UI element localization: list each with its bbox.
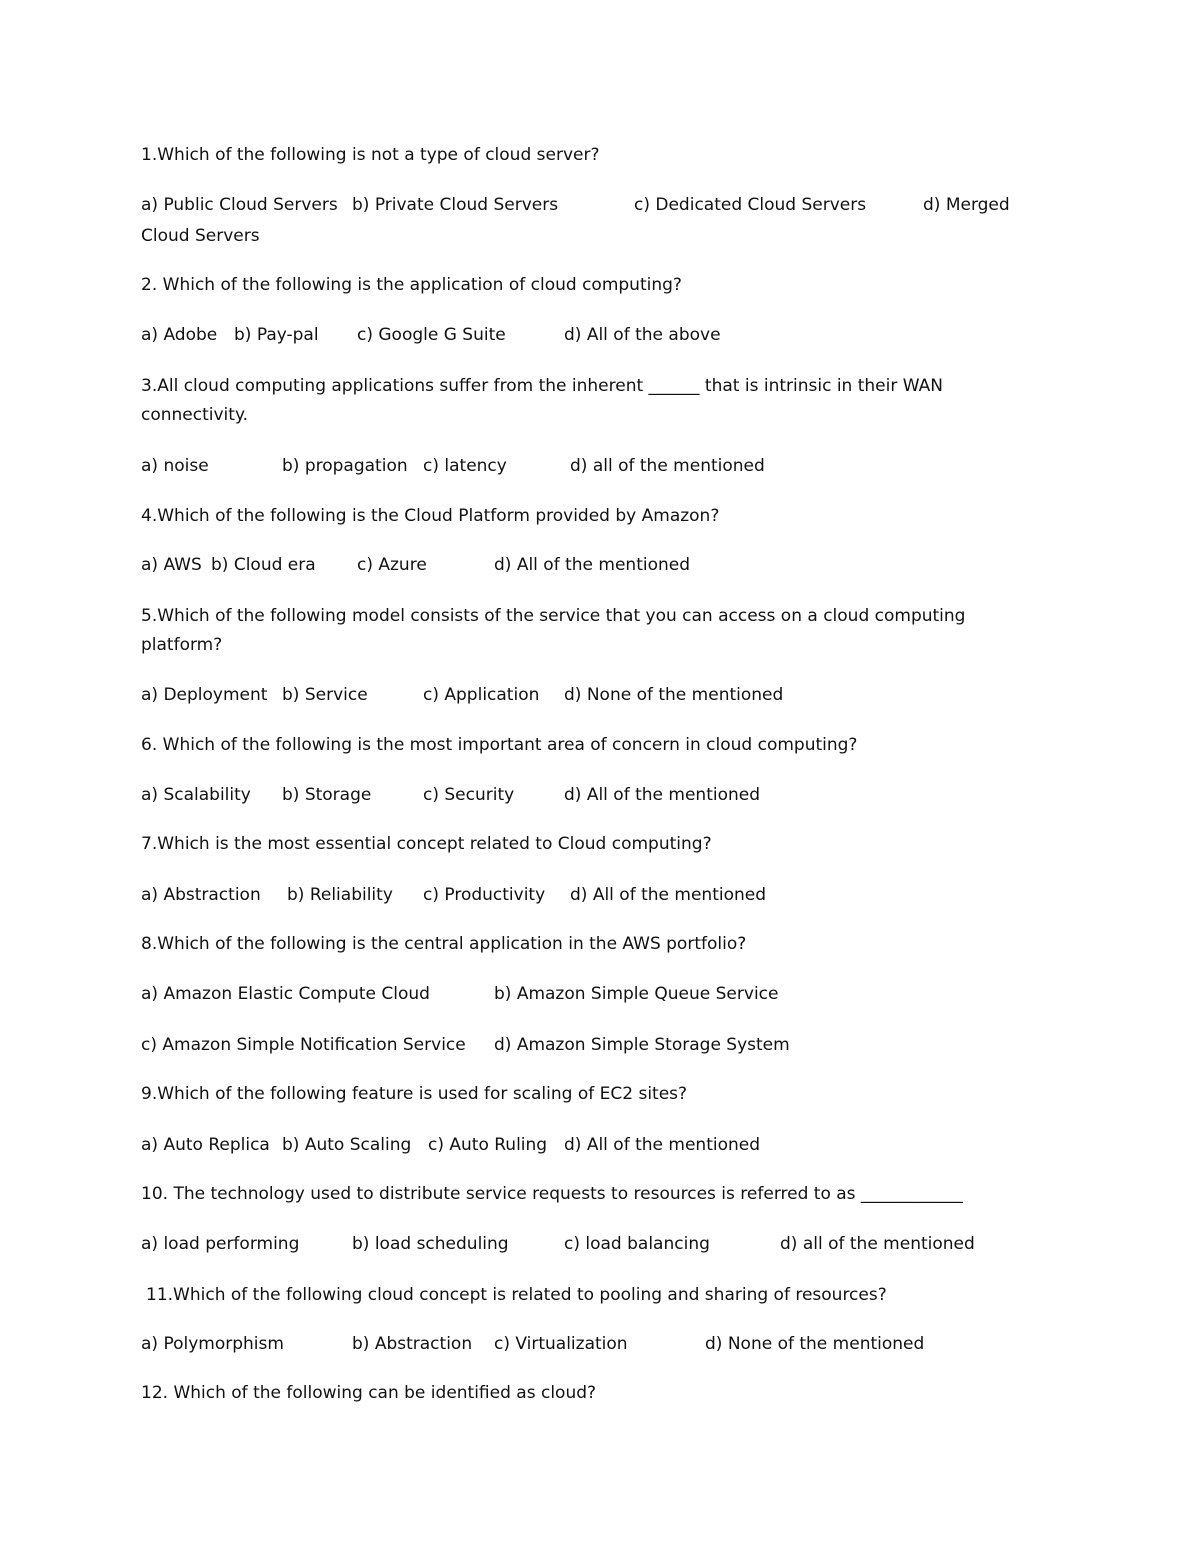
- option-a: a) Auto Replica: [141, 1135, 270, 1155]
- option-c: c) Amazon Simple Notification Service: [141, 1035, 466, 1055]
- option-a: a) Polymorphism: [141, 1334, 284, 1354]
- question-text: Which of the following model consists of the service that you can access on a cloud computing: [157, 606, 966, 626]
- question-text: Which of the following is the Cloud Platform provided by Amazon?: [157, 506, 720, 526]
- question-11: [146, 1285, 887, 1305]
- option-a: a) Public Cloud Servers: [141, 195, 338, 215]
- option-c: c) Azure: [357, 555, 427, 575]
- option-d: d) Amazon Simple Storage System: [494, 1035, 790, 1055]
- question-number: 7.: [141, 834, 158, 854]
- question-8: [141, 934, 746, 954]
- option-b: b) propagation: [282, 456, 408, 476]
- question-4: [141, 506, 719, 526]
- question-9: [141, 1084, 687, 1104]
- question-3: [141, 376, 943, 396]
- question-number: 3.: [141, 376, 158, 396]
- question-text: All cloud computing applications suffer from the inherent ______ that is intrinsic in their WAN: [157, 376, 943, 396]
- option-d: d) all of the mentioned: [570, 456, 765, 476]
- question-continuation: connectivity.: [141, 405, 248, 425]
- option-c: c) Dedicated Cloud Servers: [634, 195, 867, 215]
- question-text: Which of the following can be identified as cloud?: [168, 1383, 597, 1403]
- option-b: b) Pay-pal: [234, 325, 319, 345]
- question-12: [141, 1383, 596, 1403]
- question-6: [141, 735, 857, 755]
- option-a: a) load performing: [141, 1234, 300, 1254]
- question-number: 11.: [146, 1285, 174, 1305]
- question-5: [141, 606, 965, 626]
- option-c: c) load balancing: [564, 1234, 710, 1254]
- question-10: [141, 1184, 963, 1204]
- question-number: 12.: [141, 1383, 169, 1403]
- option-d: d) None of the mentioned: [564, 685, 784, 705]
- question-text: Which of the following feature is used for scaling of EC2 sites?: [157, 1084, 688, 1104]
- option-d: d) all of the mentioned: [780, 1234, 975, 1254]
- option-b: b) Reliability: [287, 885, 393, 905]
- question-number: 6.: [141, 735, 158, 755]
- option-b: b) load scheduling: [352, 1234, 509, 1254]
- option-c: c) Virtualization: [494, 1334, 628, 1354]
- option-continuation: Cloud Servers: [141, 226, 260, 246]
- option-d: d) All of the mentioned: [564, 1135, 761, 1155]
- question-number: 9.: [141, 1084, 158, 1104]
- option-b: b) Amazon Simple Queue Service: [494, 984, 779, 1004]
- question-text: Which of the following is the application of cloud computing?: [157, 275, 682, 295]
- option-a: a) Amazon Elastic Compute Cloud: [141, 984, 430, 1004]
- question-text: Which of the following is the most important area of concern in cloud computing?: [157, 735, 858, 755]
- option-a: a) Deployment: [141, 685, 268, 705]
- question-7: [141, 834, 712, 854]
- question-number: 4.: [141, 506, 158, 526]
- option-c: c) latency: [423, 456, 507, 476]
- option-d: d) All of the mentioned: [494, 555, 691, 575]
- option-c: c) Application: [423, 685, 540, 705]
- question-text: Which of the following is not a type of cloud server?: [157, 145, 600, 165]
- option-c: c) Security: [423, 785, 515, 805]
- question-number: 2.: [141, 275, 158, 295]
- option-d: d) Merged: [923, 195, 1010, 215]
- question-text: Which of the following is the central application in the AWS portfolio?: [157, 934, 747, 954]
- option-b: b) Auto Scaling: [282, 1135, 412, 1155]
- question-number: 1.: [141, 145, 158, 165]
- question-number: 5.: [141, 606, 158, 626]
- option-d: d) All of the above: [564, 325, 721, 345]
- question-number: 10.: [141, 1184, 169, 1204]
- question-2: [141, 275, 682, 295]
- option-c: c) Auto Ruling: [428, 1135, 548, 1155]
- option-d: d) None of the mentioned: [705, 1334, 925, 1354]
- option-d: d) All of the mentioned: [570, 885, 767, 905]
- option-c: c) Google G Suite: [357, 325, 506, 345]
- option-b: b) Private Cloud Servers: [352, 195, 559, 215]
- option-a: a) AWS: [141, 555, 202, 575]
- option-b: b) Storage: [282, 785, 372, 805]
- option-a: a) noise: [141, 456, 209, 476]
- question-number: 8.: [141, 934, 158, 954]
- option-b: b) Service: [282, 685, 368, 705]
- question-1: [141, 145, 599, 165]
- question-text: The technology used to distribute service requests to resources is referred to as ____________: [168, 1184, 963, 1204]
- question-continuation: platform?: [141, 635, 223, 655]
- option-b: b) Abstraction: [352, 1334, 473, 1354]
- option-c: c) Productivity: [423, 885, 546, 905]
- option-a: a) Scalability: [141, 785, 251, 805]
- option-b: b) Cloud era: [211, 555, 316, 575]
- option-a: a) Abstraction: [141, 885, 261, 905]
- question-text: Which of the following cloud concept is related to pooling and sharing of resources?: [173, 1285, 887, 1305]
- question-text: Which is the most essential concept related to Cloud computing?: [157, 834, 712, 854]
- option-a: a) Adobe: [141, 325, 218, 345]
- option-d: d) All of the mentioned: [564, 785, 761, 805]
